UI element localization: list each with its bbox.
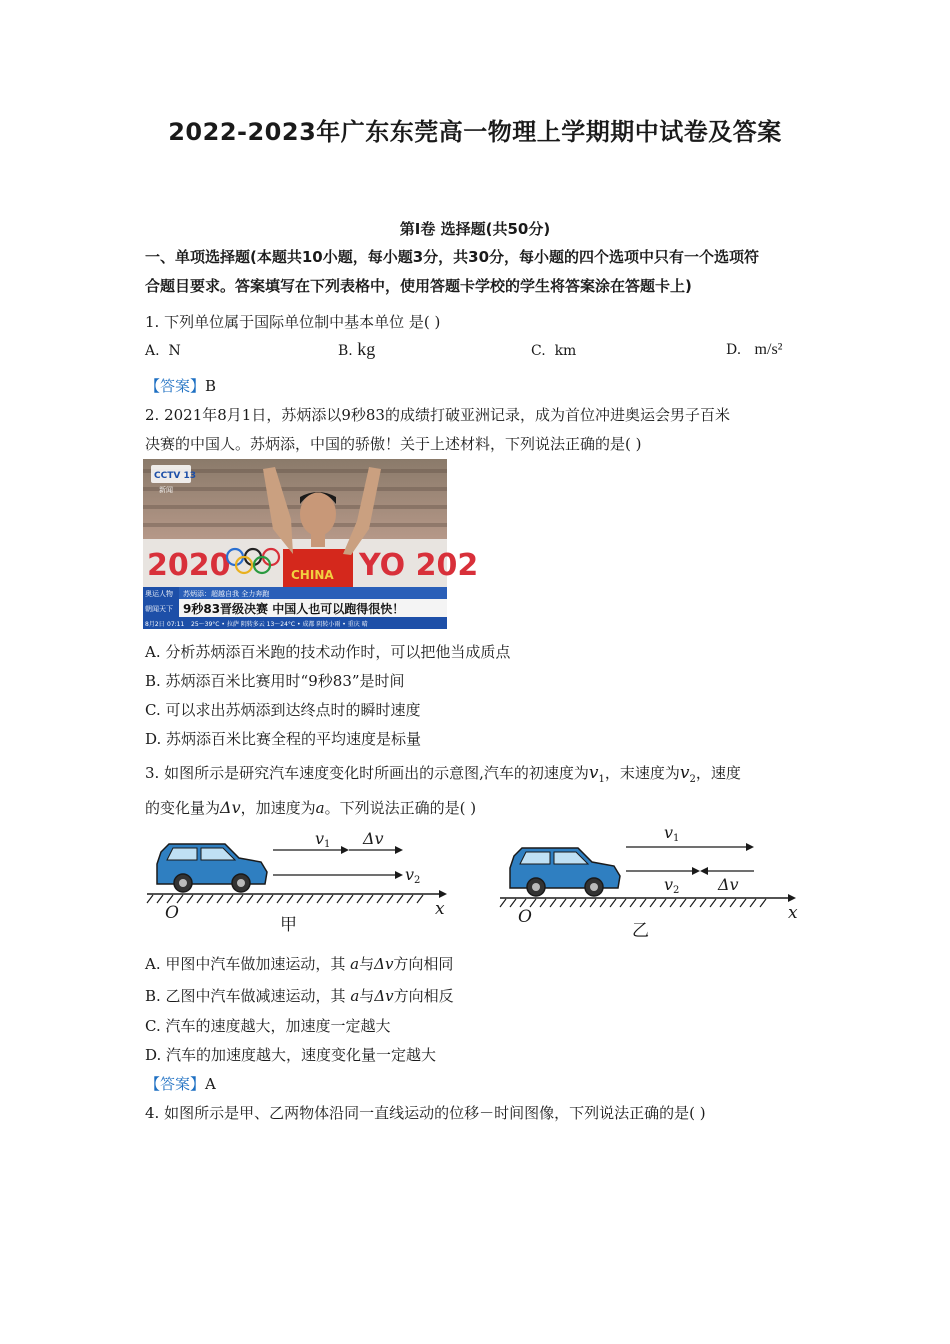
svg-text:v: v [405,865,415,884]
q3-answer: 【答案】A [145,1075,216,1093]
svg-text:Δv: Δv [718,875,739,894]
section-heading: 第Ⅰ卷 选择题(共50分) [399,220,551,238]
svg-text:x: x [435,899,445,919]
q3-diagram-right [496,820,808,946]
q3-option-b: B. 乙图中汽车做减速运动，其 a与Δv方向相反 [145,987,454,1005]
q3-stem-line-1: 3. 如图所示是研究汽车速度变化时所画出的示意图,汽车的初速度为$v_1$，末速度为$v_2$，速度 [145,763,741,785]
caption-tag-2: 朝闻天下 [145,605,173,613]
q2-option-a: A. 分析苏炳添百米跑的技术动作时，可以把他当成质点 [145,643,511,661]
caption-main: 9秒83晋级决赛 中国人也可以跑得很快！ [183,602,405,616]
q1-option-d: D. m/s² [726,341,783,358]
svg-text:1: 1 [673,833,680,844]
page-title: 2022-2023年广东东莞高一物理上学期期中试卷及答案 [168,118,782,146]
q1-option-b: B. kg [338,339,376,359]
banner-right-text: YO 202 [359,548,479,583]
banner-left-text: 2020 [147,548,231,583]
q2-stem-line-1: 2. 2021年8月1日，苏炳添以9秒83的成绩打破亚洲记录，成为首位冲进奥运会男子百米 [145,406,730,424]
svg-text:乙: 乙 [632,921,649,941]
svg-text:v: v [664,875,674,894]
car-icon [157,844,267,892]
q4-stem: 4. 如图所示是甲、乙两物体沿同一直线运动的位移－时间图像，下列说法正确的是( ) [145,1104,706,1122]
svg-text:v: v [664,823,674,842]
caption-ticker: 25～39°C • 拉萨 阴转多云 13～24°C • 成都 阴转小雨 • 重庆 晴 [191,621,368,628]
caption-tag: 奥运人物 [145,590,173,598]
q3-option-c: C. 汽车的速度越大，加速度一定越大 [145,1017,391,1035]
cctv-logo-sub: 新闻 [159,486,173,494]
q2-option-c: C. 可以求出苏炳添到达终点时的瞬时速度 [145,701,421,719]
q2-stem-line-2: 决赛的中国人。苏炳添，中国的骄傲！关于上述材料，下列说法正确的是( ) [145,435,642,453]
svg-text:O: O [165,903,179,923]
caption-small: 苏炳添：超越自我 全力奔跑 [183,590,270,598]
q1-stem: 1. 下列单位属于国际单位制中基本单位 是( ) [145,313,441,331]
caption-time: 07:11 [167,621,185,628]
q3-option-d: D. 汽车的加速度越大，速度变化量一定越大 [145,1046,437,1064]
svg-text:x: x [788,903,798,923]
instructions-line-2: 合题目要求。答案填写在下列表格中，使用答题卡学校的学生将答案涂在答题卡上) [145,277,692,295]
q1-option-a: A. N [145,343,181,359]
svg-text:Δv: Δv [363,829,384,848]
q3-option-a: A. 甲图中汽车做加速运动，其 a与Δv方向相同 [145,955,454,973]
car-icon [510,848,620,896]
svg-text:1: 1 [324,839,331,850]
svg-text:2: 2 [673,885,680,896]
q3-diagram-left [143,820,463,944]
svg-text:2: 2 [414,875,421,886]
jersey-text: CHINA [291,568,334,582]
q3-stem-line-2: 的变化量为Δv，加速度为a。下列说法正确的是( ) [145,798,477,817]
svg-text:O: O [518,907,532,927]
athlete-photo [143,459,479,629]
caption-date: 8月2日 [145,621,165,628]
q1-answer: 【答案】B [145,377,217,395]
q2-option-d: D. 苏炳添百米比赛全程的平均速度是标量 [145,730,422,748]
svg-text:v: v [315,829,325,848]
instructions-line-1: 一、单项选择题(本题共10小题，每小题3分，共30分，每小题的四个选项中只有一个选项符 [145,248,760,266]
q1-option-c: C. km [531,343,577,359]
svg-text:甲: 甲 [280,915,297,935]
cctv-logo: CCTV 13 [154,471,196,481]
q2-option-b: B. 苏炳添百米比赛用时“9秒83”是时间 [145,672,405,690]
